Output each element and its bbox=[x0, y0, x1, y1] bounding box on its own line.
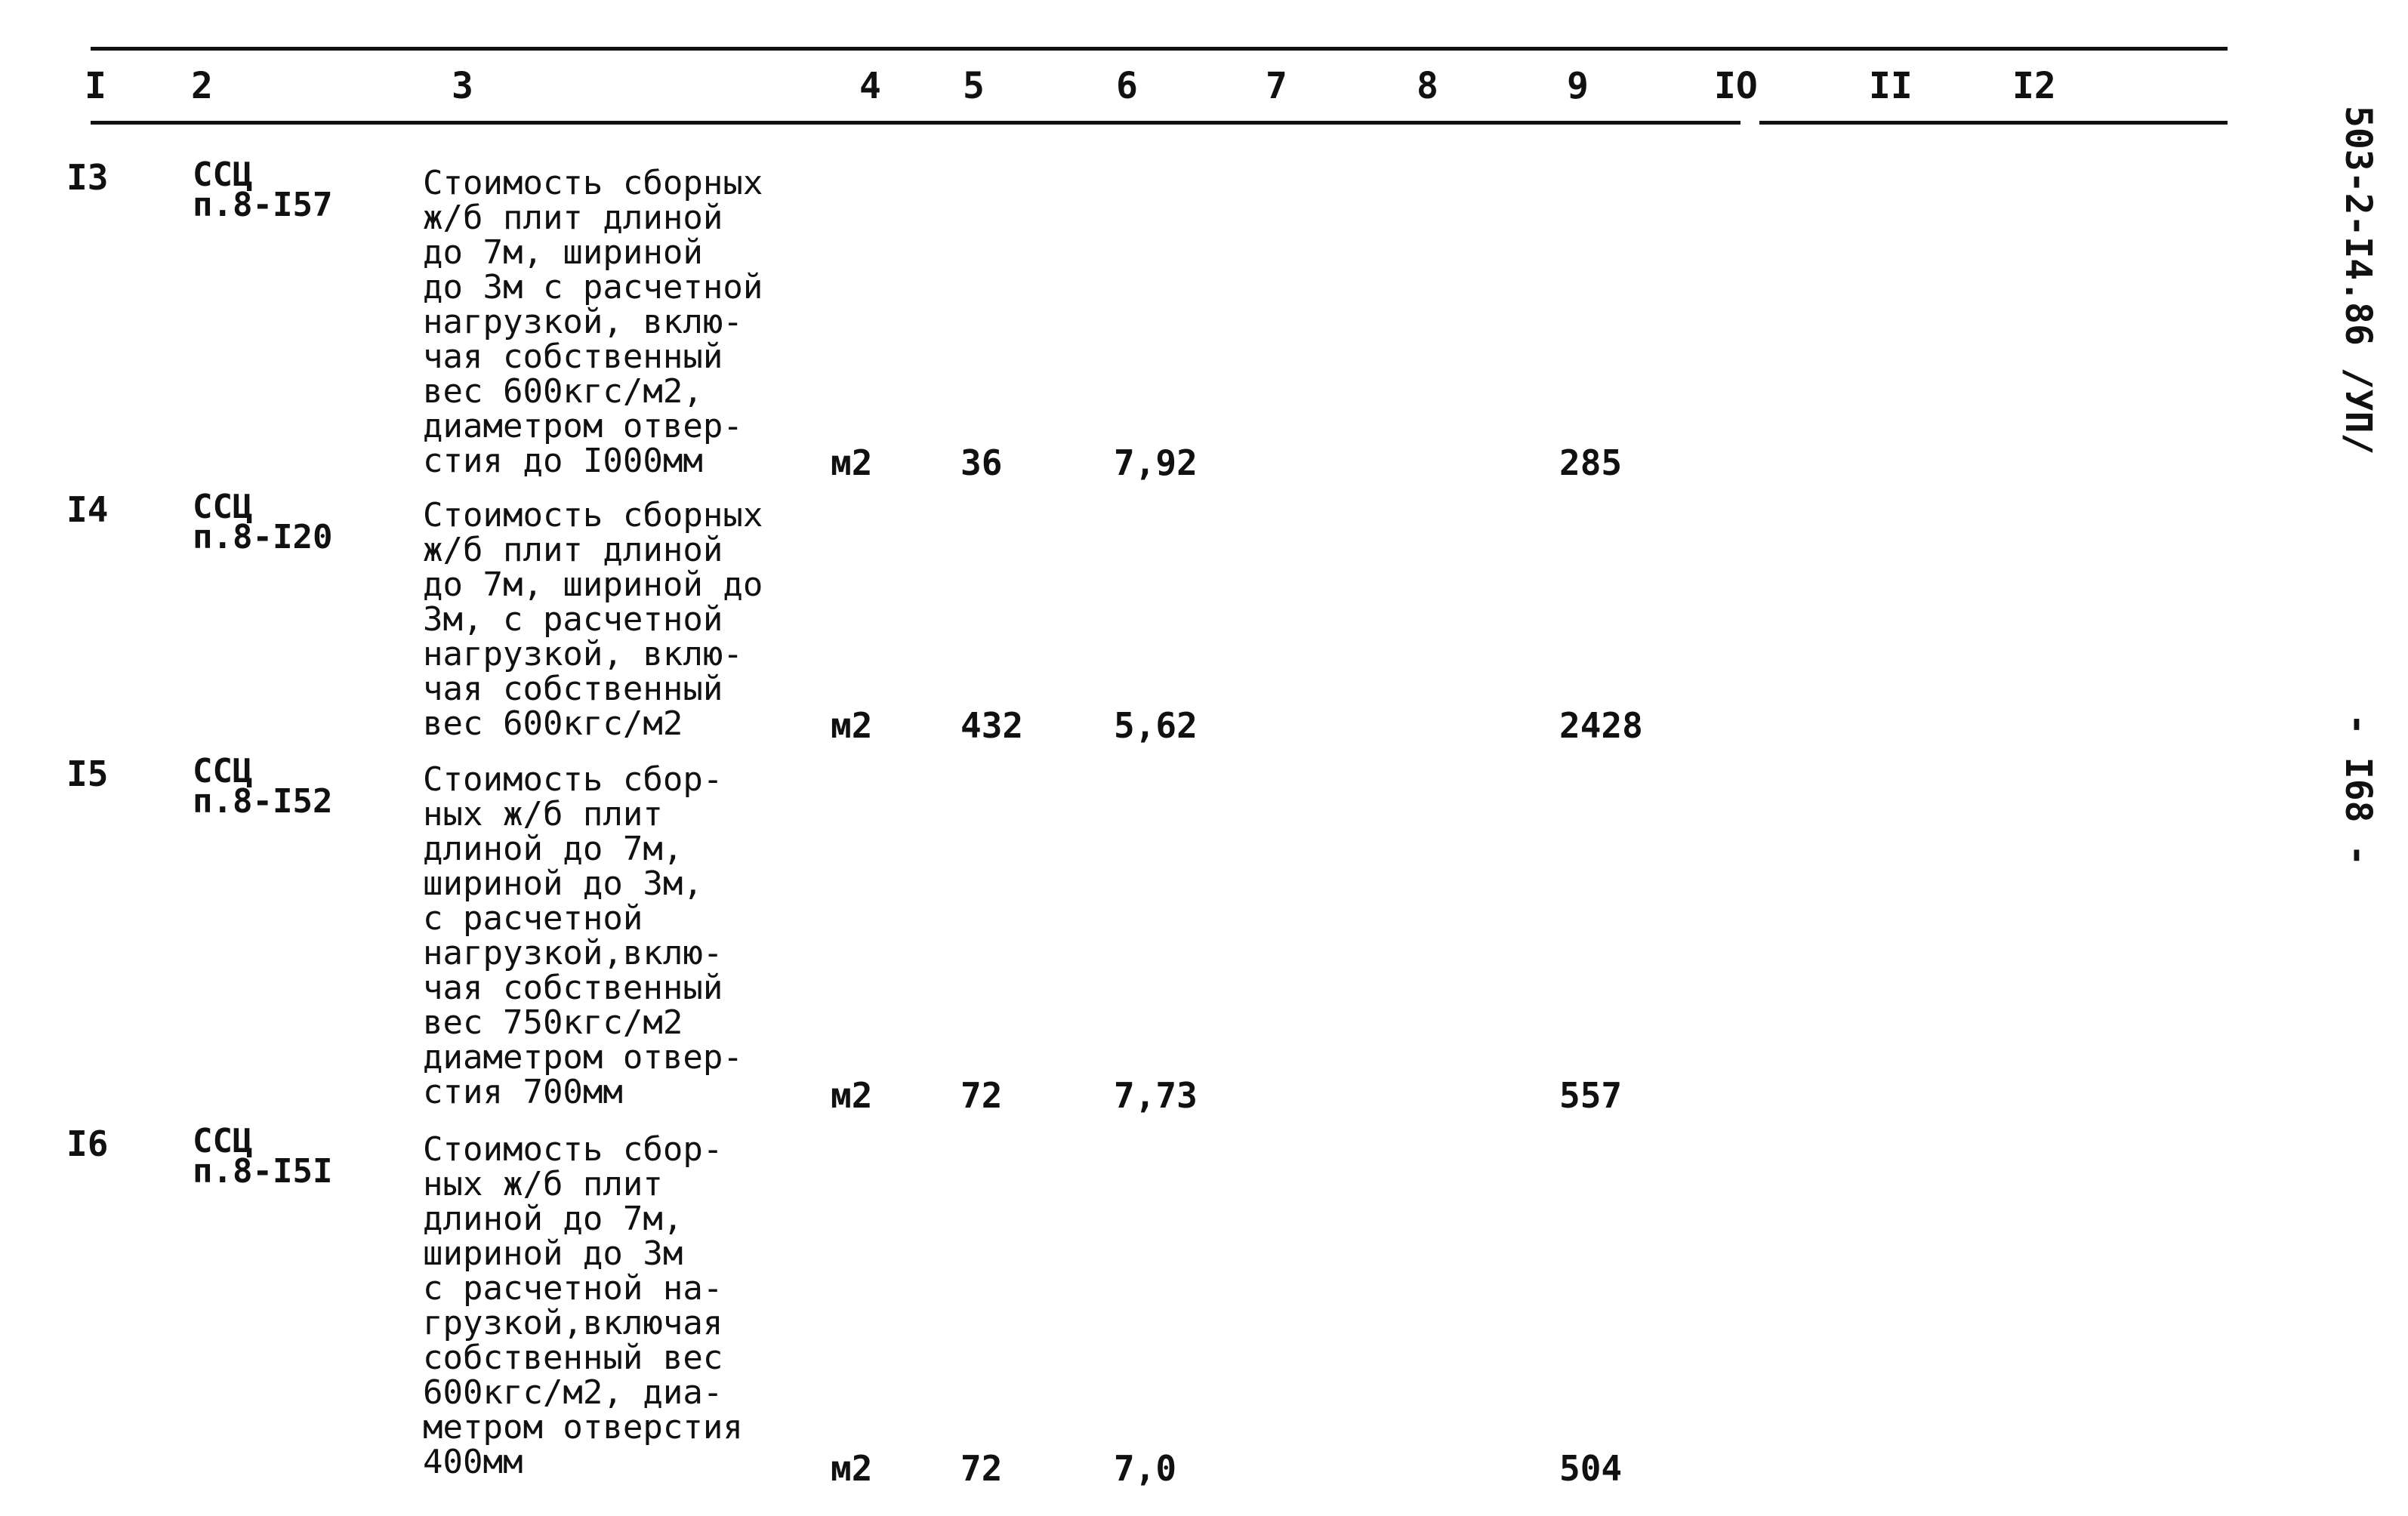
table-row bbox=[0, 752, 2228, 1119]
desc-line: с расчетной на- bbox=[423, 1269, 723, 1308]
column-header-6: 6 bbox=[1116, 65, 1138, 107]
row-price: 7,92 bbox=[1114, 442, 1198, 483]
desc-line: 400мм bbox=[423, 1443, 523, 1481]
column-header-4: 4 bbox=[859, 65, 881, 107]
column-header-5: 5 bbox=[963, 65, 985, 107]
row-unit: м2 bbox=[831, 1075, 873, 1116]
page-number: - I68 - bbox=[2337, 713, 2379, 867]
desc-line: 600кгс/м2, диа- bbox=[423, 1373, 723, 1412]
document-code: 503-2-I4.86 /УП/ bbox=[2337, 106, 2379, 455]
table-row bbox=[0, 1122, 2228, 1496]
desc-line: ж/б плит длиной bbox=[423, 199, 723, 237]
desc-line: ных ж/б плит bbox=[423, 795, 663, 833]
desc-line: с расчетной bbox=[423, 899, 643, 938]
desc-line: Стоимость сбор- bbox=[423, 1130, 723, 1169]
row-unit: м2 bbox=[831, 705, 873, 746]
row-code-line: п.8-I52 bbox=[193, 782, 333, 821]
desc-line: чая собственный bbox=[423, 337, 723, 376]
row-quantity: 432 bbox=[960, 705, 1024, 746]
column-header-12: I2 bbox=[2012, 65, 2056, 107]
row-code-line: п.8-I20 bbox=[193, 518, 333, 556]
row-code-line: ССЦ bbox=[193, 752, 253, 790]
header-rule-right bbox=[1759, 121, 2228, 125]
row-number: I6 bbox=[66, 1123, 109, 1164]
row-total: 285 bbox=[1559, 442, 1623, 483]
desc-line: ных ж/б плит bbox=[423, 1165, 663, 1203]
desc-line: диаметром отвер- bbox=[423, 1038, 743, 1077]
row-total: 2428 bbox=[1559, 705, 1643, 746]
row-code-line: п.8-I5I bbox=[193, 1152, 333, 1191]
desc-line: стия до I000мм bbox=[423, 442, 703, 480]
row-total: 504 bbox=[1559, 1448, 1623, 1489]
row-description bbox=[423, 760, 743, 1111]
desc-line: до 7м, шириной до bbox=[423, 565, 763, 604]
table-row bbox=[0, 488, 2228, 749]
row-total: 557 bbox=[1559, 1075, 1623, 1116]
desc-line: шириной до 3м bbox=[423, 1234, 683, 1273]
row-number: I4 bbox=[66, 489, 109, 530]
desc-line: ж/б плит длиной bbox=[423, 531, 723, 569]
column-header-3: 3 bbox=[452, 65, 473, 107]
desc-line: чая собственный bbox=[423, 969, 723, 1007]
desc-line: до 7м, шириной bbox=[423, 233, 703, 272]
column-header-11: II bbox=[1869, 65, 1913, 107]
desc-line: Стоимость сбор- bbox=[423, 760, 723, 799]
desc-line: 3м, с расчетной bbox=[423, 600, 723, 639]
row-price: 7,0 bbox=[1114, 1448, 1177, 1489]
desc-line: собственный вес bbox=[423, 1339, 723, 1377]
desc-line: чая собственный bbox=[423, 670, 723, 708]
desc-line: нагрузкой,вклю- bbox=[423, 934, 723, 972]
desc-line: стия 700мм bbox=[423, 1073, 623, 1111]
row-code-line: п.8-I57 bbox=[193, 186, 333, 224]
column-header-10: IO bbox=[1714, 65, 1758, 107]
header-rule-left bbox=[91, 121, 1740, 125]
row-code-line: ССЦ bbox=[193, 1122, 253, 1160]
row-number: I5 bbox=[66, 753, 109, 794]
table-row bbox=[0, 156, 2228, 485]
desc-line: до 3м с расчетной bbox=[423, 268, 763, 307]
column-header-2: 2 bbox=[191, 65, 213, 107]
desc-line: нагрузкой, вклю- bbox=[423, 303, 743, 341]
row-description bbox=[423, 498, 763, 741]
desc-line: метром отверстия bbox=[423, 1408, 743, 1447]
row-unit: м2 bbox=[831, 1448, 873, 1489]
column-header-8: 8 bbox=[1417, 65, 1438, 107]
column-header-7: 7 bbox=[1266, 65, 1287, 107]
row-description bbox=[423, 166, 763, 479]
desc-line: вес 600кгс/м2 bbox=[423, 704, 683, 743]
desc-line: вес 750кгс/м2 bbox=[423, 1003, 683, 1042]
desc-line: Стоимость сборных bbox=[423, 496, 763, 535]
column-header-9: 9 bbox=[1567, 65, 1589, 107]
desc-line: Стоимость сборных bbox=[423, 164, 763, 202]
row-unit: м2 bbox=[831, 442, 873, 483]
row-quantity: 36 bbox=[960, 442, 1003, 483]
row-code-line: ССЦ bbox=[193, 156, 253, 194]
row-number: I3 bbox=[66, 157, 109, 198]
column-header-1: I bbox=[85, 65, 106, 107]
desc-line: длиной до 7м, bbox=[423, 1200, 683, 1238]
row-price: 7,73 bbox=[1114, 1075, 1198, 1116]
row-quantity: 72 bbox=[960, 1075, 1003, 1116]
desc-line: вес 600кгс/м2, bbox=[423, 372, 703, 411]
desc-line: грузкой,включая bbox=[423, 1304, 723, 1342]
row-code bbox=[193, 156, 333, 224]
desc-line: длиной до 7м, bbox=[423, 830, 683, 868]
top-rule bbox=[91, 47, 2228, 51]
row-code bbox=[193, 752, 333, 821]
desc-line: нагрузкой, вклю- bbox=[423, 635, 743, 673]
desc-line: диаметром отвер- bbox=[423, 407, 743, 445]
row-code-line: ССЦ bbox=[193, 488, 253, 526]
row-code bbox=[193, 488, 333, 556]
row-quantity: 72 bbox=[960, 1448, 1003, 1489]
desc-line: шириной до 3м, bbox=[423, 864, 703, 903]
row-description bbox=[423, 1132, 743, 1480]
row-price: 5,62 bbox=[1114, 705, 1198, 746]
row-code bbox=[193, 1122, 333, 1191]
